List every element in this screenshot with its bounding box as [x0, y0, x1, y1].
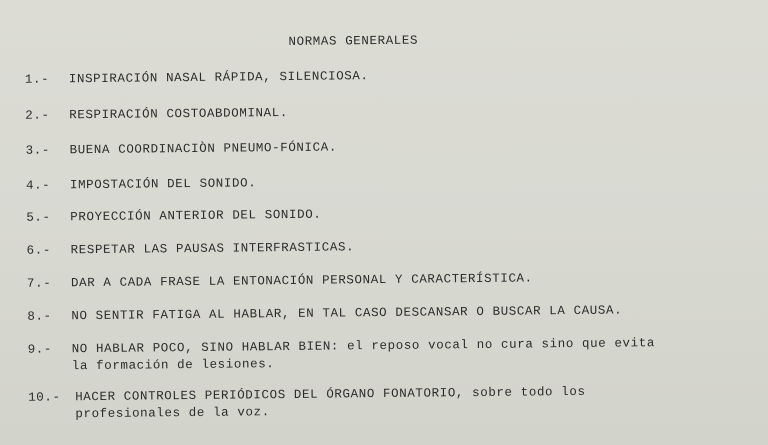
- item-text: RESPETAR LAS PAUSAS INTERFRASTICAS.: [70, 240, 355, 258]
- item-text: NO SENTIR FATIGA AL HABLAR, EN TAL CASO DESCANSAR O BUSCAR LA CAUSA.: [71, 303, 623, 324]
- item-text-line-2: profesionales de la voz.: [75, 405, 270, 422]
- list-item-10: [28, 384, 586, 424]
- list-item-6: [27, 239, 355, 259]
- item-text: PROYECCIÓN ANTERIOR DEL SONIDO.: [70, 207, 322, 225]
- list-item-9: [28, 335, 656, 376]
- list-item-3: [25, 139, 337, 159]
- list-item-4: [26, 175, 256, 194]
- item-text: DAR A CADA FRASE LA ENTONACIÓN PERSONAL Y CARACTERÍSTICA.: [70, 271, 533, 291]
- item-number: 7.-: [26, 276, 52, 291]
- item-text: RESPIRACIÓN COSTOABDOMINAL.: [69, 105, 289, 123]
- item-text: IMPOSTACIÓN DEL SONIDO.: [69, 176, 257, 193]
- list-item-7: [27, 270, 533, 292]
- list-item-1: [25, 68, 369, 89]
- item-number: 5.-: [26, 210, 51, 225]
- item-number: 1.-: [24, 72, 50, 87]
- item-number: 4.-: [25, 178, 51, 193]
- item-text-line-1: HACER CONTROLES PERIÓDICOS DEL ÓRGANO FONATORIO, sobre todo los: [75, 384, 586, 405]
- item-number: 2.-: [25, 108, 50, 123]
- item-text: BUENA COORDINACIÒN PNEUMO-FÓNICA.: [69, 140, 337, 158]
- item-number: 3.-: [25, 143, 50, 158]
- item-text-line-1: NO HABLAR POCO, SINO HABLAR BIEN: el reposo vocal no cura sino que evita: [71, 336, 655, 357]
- list-item-8: [27, 303, 622, 326]
- page-title: NORMAS GENERALES: [288, 33, 419, 49]
- item-number: 9.-: [27, 342, 53, 357]
- item-number: 8.-: [27, 309, 52, 324]
- item-number: 10.-: [28, 390, 61, 405]
- item-text-line-2: la formación de lesiones.: [71, 357, 275, 374]
- item-text: INSPIRACIÓN NASAL RÁPIDA, SILENCIOSA.: [68, 69, 369, 87]
- list-item-2: [25, 105, 288, 125]
- list-item-5: [26, 207, 321, 227]
- item-number: 6.-: [26, 243, 52, 258]
